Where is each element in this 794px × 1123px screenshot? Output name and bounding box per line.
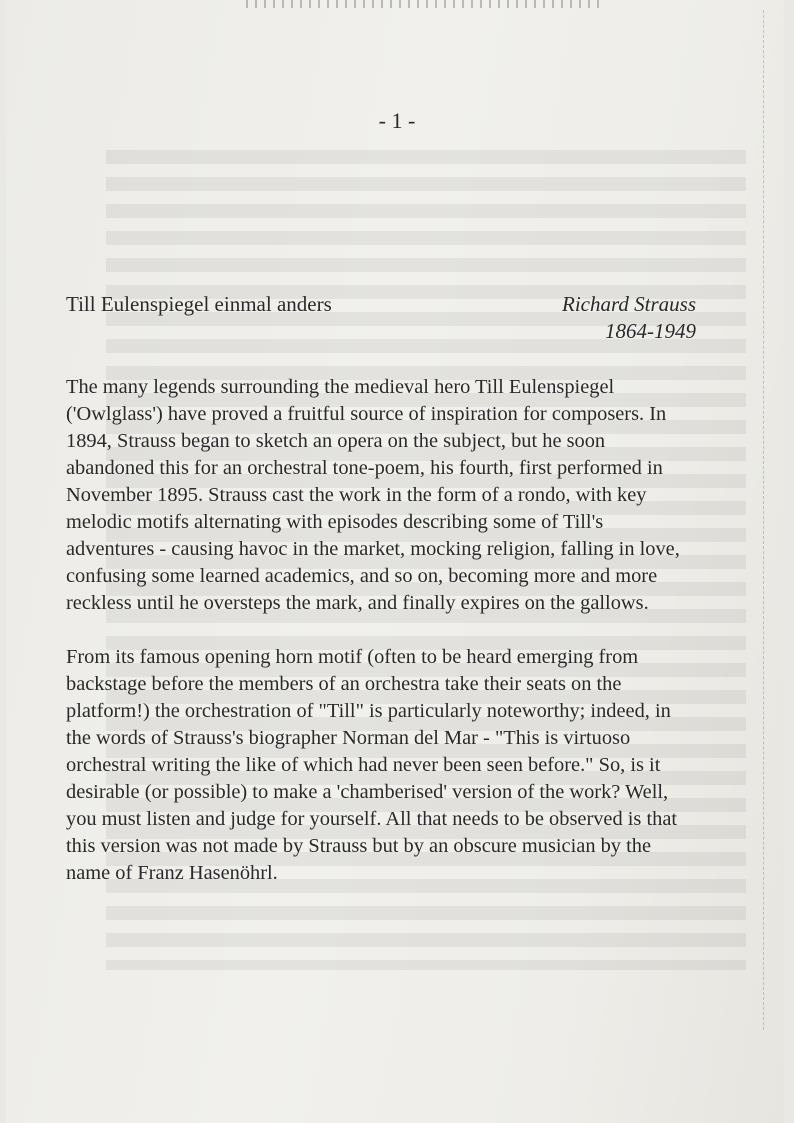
paragraph-intro: The many legends surrounding the medieval hero Till Eulenspiegel ('Owlglass') have proved a fruitful source of inspiration for composers. In 1894, Strauss began to sketch an opera on the subject, but he soon abandoned this for an orchestral tone-poem, his fourth, first performed in November 1895. Strauss cast the work in the form of a rondo, with key melodic motifs alternating with episodes describing some of Till's adventures - causing havoc in the market, mocking religion, falling in love, confusing some learned academics, and so on, becoming more and more reckless until he oversteps the mark, and finally expires on the gallows. — [66, 376, 680, 614]
paragraph-orchestration: From its famous opening horn motif (often to be heard emerging from backstage before the members of an orchestra take their seats on the platform!) the orchestration of "Till" is particularly noteworthy; indeed, in the words of Strauss's biographer Norman del Mar - "This is virtuoso orchestral writing the like of which had never been seen before." So, is it desirable (or possible) to make a 'chamberised' version of the work? Well, you must listen and judge for yourself. All that needs to be observed is that this version was not made by Strauss but by an obscure musician by the name of Franz Hasenöhrl. — [66, 646, 678, 884]
print-specks — [246, 0, 606, 8]
composer-name: Richard Strauss — [562, 292, 696, 316]
work-title: Till Eulenspiegel einmal anders — [66, 292, 332, 316]
composer-block — [562, 291, 696, 345]
page-number: - 1 - — [378, 108, 416, 133]
composer-dates: 1864-1949 — [605, 319, 696, 343]
